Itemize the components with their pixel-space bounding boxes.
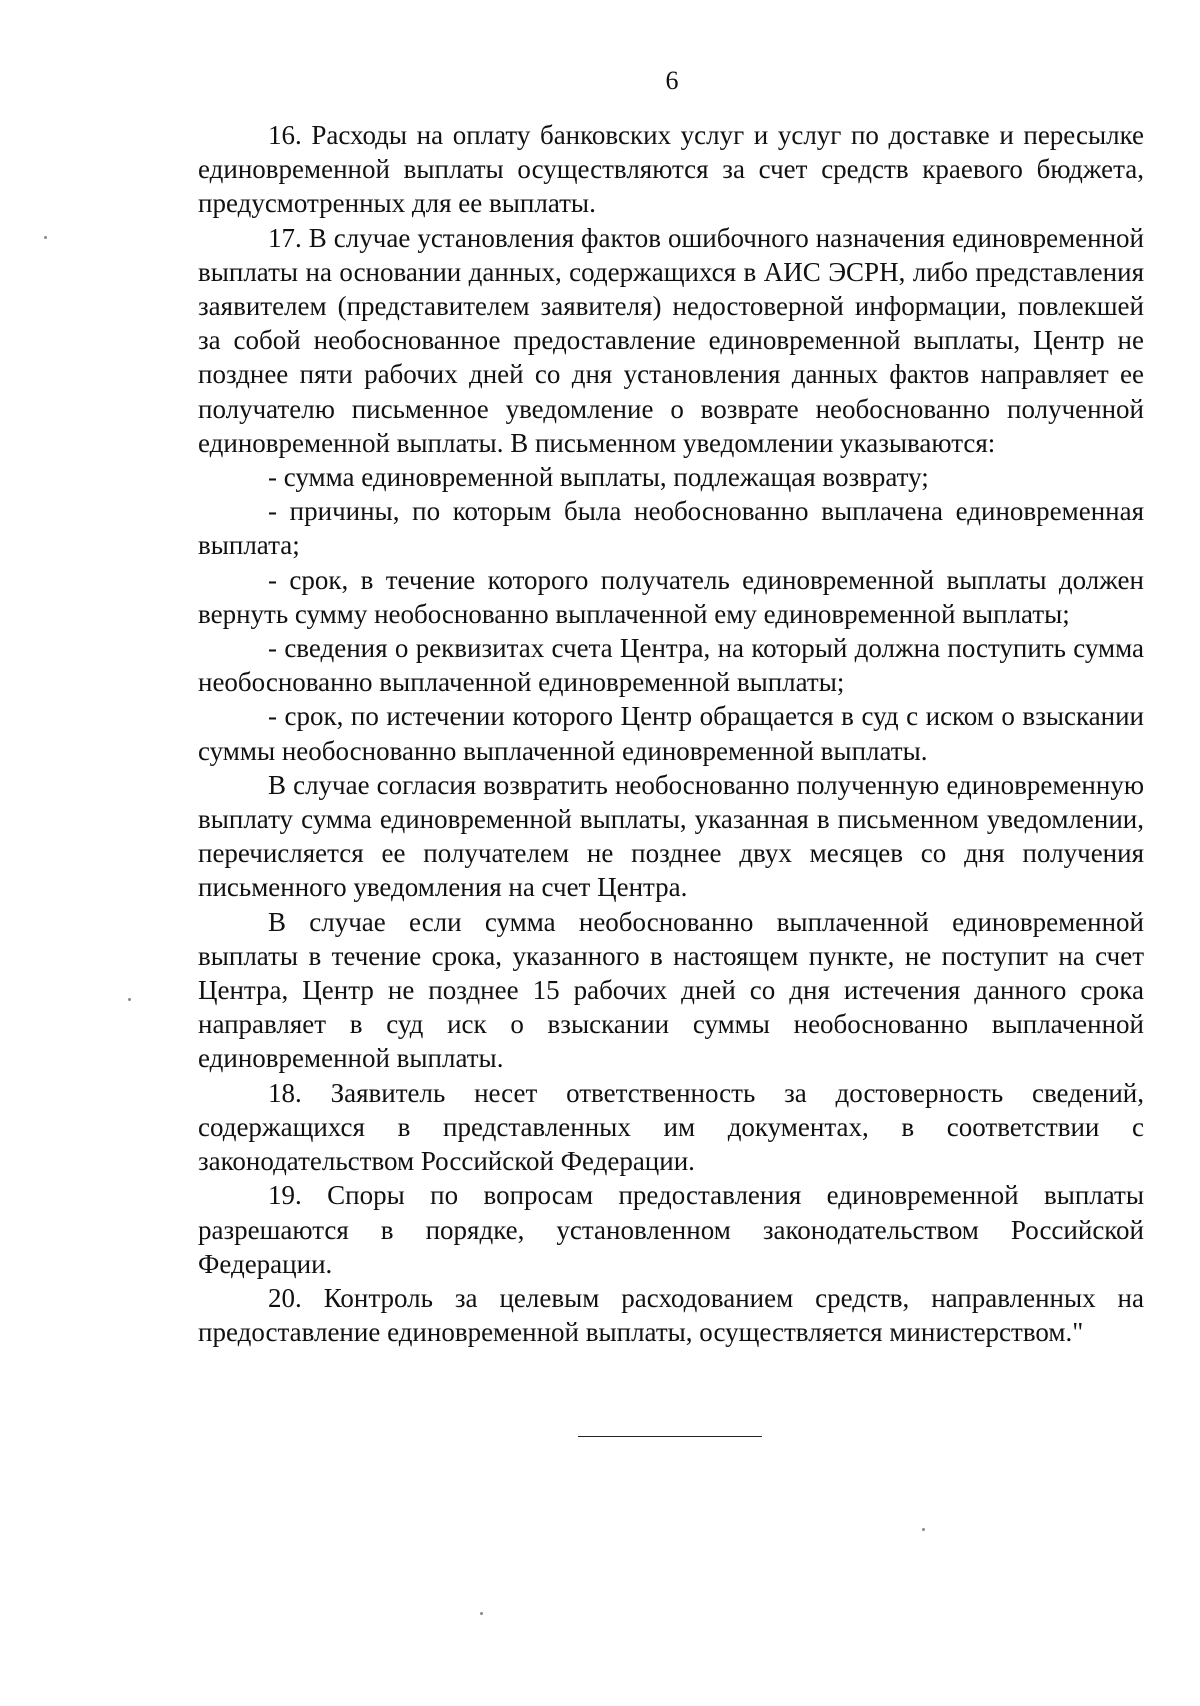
list-item-reasons: - причины, по которым была необоснованно выплачена единовременная выплата; (198, 496, 1144, 561)
paragraph-18: 18. Заявитель несет ответственность за достоверность сведений, содержащихся в представленных им документах, в соответствии с законодательством Российской Федерации. (198, 1077, 1144, 1177)
paragraph-16: 16. Расходы на оплату банковских услуг и услуг по доставке и пересылке единовременной выплаты осуществляются за счет средств краевого бюджета, предусмотренных для ее выплаты. (198, 120, 1144, 219)
paragraph-19: 19. Споры по вопросам предоставления единовременной выплаты разрешаются в порядке, установленном законодательством Российской Федерации. (198, 1180, 1144, 1279)
page-number: 6 (665, 66, 679, 95)
paragraph-17: 17. В случае установления фактов ошибочного назначения единовременной выплаты на основании данных, содержащихся в АИС ЭСРН, либо представления заявителем (представителем заявителя) недостоверной информации, повлекшей за собой необоснованное предоставление единовременной выплаты, Центр не позднее пяти рабочих дней со дня установления данных фактов направляет ее получателю письменное уведомление о возврате необоснованно полученной единовременной выплаты. В письменном уведомлении указываются: (198, 222, 1144, 458)
scan-speck (44, 236, 47, 239)
paragraph-20: 20. Контроль за целевым расходованием средств, направленных на предоставление единовременной выплаты, осуществляется министерством." (198, 1282, 1144, 1348)
closing-separator-line (578, 1436, 762, 1437)
list-item-return-deadline: - срок, в течение которого получатель единовременной выплаты должен вернуть сумму необоснованно выплаченной ему единовременной выплаты; (198, 564, 1144, 629)
paragraph-non-return: В случае если сумма необоснованно выплаченной единовременной выплаты в течение срока, указанного в настоящем пункте, не поступит на счет Центра, Центр не позднее 15 рабочих дней со дня истечения данного срока направляет в суд иск о взыскании суммы необоснованно выплаченной единовременной выплаты. (198, 906, 1144, 1074)
scan-speck (480, 1612, 483, 1615)
list-item-court-deadline: - срок, по истечении которого Центр обращается в суд с иском о взыскании суммы необоснованно выплаченной единовременной выплаты. (198, 701, 1144, 766)
list-item-account-details: - сведения о реквизитах счета Центра, на который должна поступить сумма необоснованно выплаченной единовременной выплаты; (198, 633, 1144, 698)
list-item-refund-amount: - сумма единовременной выплаты, подлежащая возврату; (268, 462, 929, 493)
document-body (198, 118, 1144, 1349)
scan-speck (128, 998, 131, 1001)
scan-speck (922, 1528, 925, 1531)
paragraph-consent-return: В случае согласия возвратить необоснованно полученную единовременную выплату сумма единовременной выплаты, указанная в письменном уведомлении, перечисляется ее получателем не позднее двух месяцев со дня получения письменного уведомления на счет Центра. (198, 769, 1144, 903)
